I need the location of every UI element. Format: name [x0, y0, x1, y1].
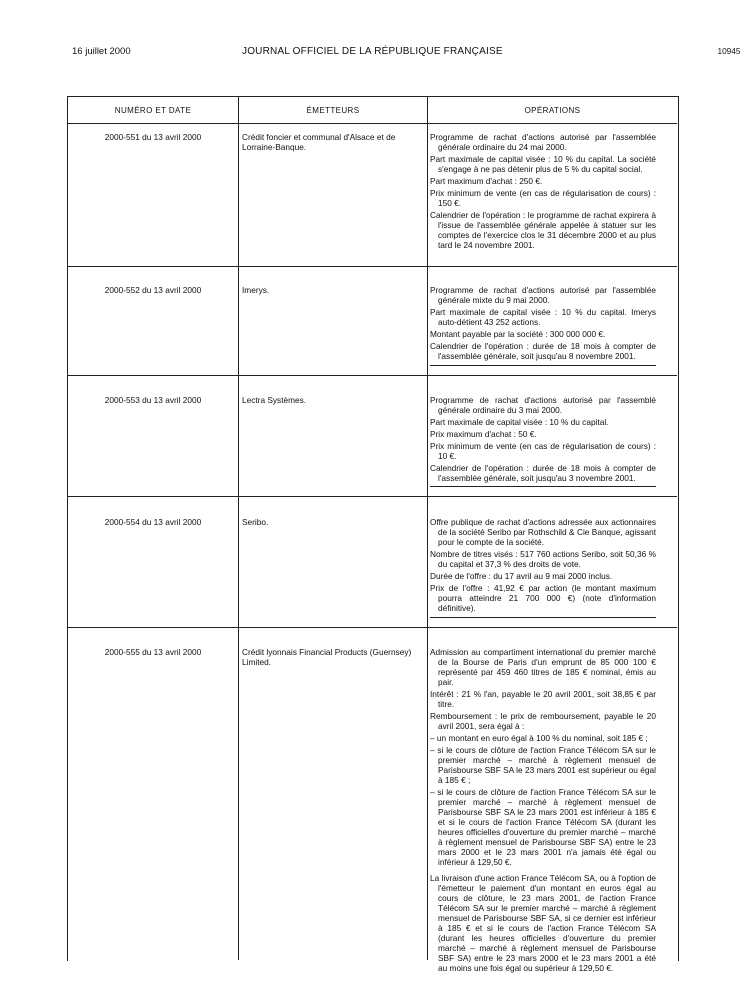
operation-paragraph: Montant payable par la société : 300 000 000 €.	[430, 329, 606, 339]
row-numero: 2000-551 du 13 avril 2000	[104, 132, 202, 142]
row-divider	[67, 496, 677, 497]
column-header-operations: OPÉRATIONS	[524, 105, 581, 115]
operation-paragraph: Offre publique de rachat d'actions adressée aux actionnaires de la société Seribo par Rothschild & Cie Banque, agissant pour le compte de la société.	[430, 517, 656, 547]
row-emetteur: Seribo.	[242, 517, 269, 527]
operation-paragraph: Intérêt : 21 % l'an, payable le 20 avril 2001, soit 38,85 € par titre.	[430, 689, 656, 709]
column-header-emetteurs: ÉMETTEURS	[306, 105, 360, 115]
row-emetteur: Lectra Systèmes.	[242, 395, 307, 405]
column-divider	[427, 96, 428, 960]
row-operations	[430, 285, 656, 363]
operation-paragraph: La livraison d'une action France Télécom SA, ou à l'option de l'émetteur le paiement d'un montant en euros égal au cours de clôture, le 23 mars 2001, de l'action France Télécom SA sur le premier marché – marché à règlement mensuel de Parisbourse SBF SA, si ce dernier est inférieur à 185 € et si le cours de l'action France Télécom SA (durant les heures officielles d'ouverture du premier marché – marché à règlement mensuel de Parisbourse SBF SA) entre le 23 mars 2000 et le 23 mars 2001 a été au moins une fois égal ou supérieur à 129,50 €.	[430, 873, 656, 973]
operation-paragraph: Programme de rachat d'actions autorisé par l'assemblée générale ordinaire du 24 mai 2000.	[430, 132, 656, 152]
row-divider	[67, 266, 677, 267]
operation-paragraph: Programme de rachat d'actions autorisé par l'assemblé générale ordinaire du 3 mai 2000.	[430, 395, 656, 415]
operation-paragraph: Part maximale de capital visée : 10 % du capital. La société s'engage à ne pas détenir plus de 5 % du capital social.	[430, 154, 656, 174]
operation-paragraph: – si le cours de clôture de l'action France Télécom SA sur le premier marché – marché à règlement mensuel de Parisbourse SBF SA le 23 mars 2001 est supérieur ou égal à 185 € ;	[430, 745, 656, 785]
operation-paragraph: Admission au compartiment international du premier marché de la Bourse de Paris d'un emprunt de 85 000 100 € représenté par 459 460 titres de 185 € nominal, émis au pair.	[430, 647, 656, 687]
row-operations	[430, 132, 656, 252]
row-numero: 2000-555 du 13 avril 2000	[104, 647, 202, 657]
operation-paragraph: Calendrier de l'opération : durée de 18 mois à compter de l'assemblée générale, soit jusqu'au 8 novembre 2001.	[430, 341, 656, 361]
row-emetteur: Crédit foncier et communal d'Alsace et de Lorraine-Banque.	[242, 132, 396, 152]
operation-paragraph: Prix de l'offre : 41,92 € par action (le montant maximum pourra atteindre 21 700 000 €) (note d'information définitive).	[430, 583, 656, 613]
operation-paragraph: Part maximum d'achat : 250 €.	[430, 176, 543, 186]
operation-paragraph: Prix minimum de vente (en cas de régularisation de cours) : 150 €.	[430, 188, 656, 208]
row-numero: 2000-554 du 13 avril 2000	[104, 517, 202, 527]
operation-paragraph: Prix minimum de vente (en cas de régularisation de cours) : 10 €.	[430, 441, 656, 461]
operation-paragraph: Nombre de titres visés : 517 760 actions Seribo, soit 50,36 % du capital et 37,3 % des droits de vote.	[430, 549, 656, 569]
header-date: 16 juillet 2000	[72, 46, 131, 57]
column-header-numero: NUMÉRO ET DATE	[114, 105, 192, 115]
operation-end-rule	[430, 617, 656, 618]
operation-paragraph: Durée de l'offre : du 17 avril au 9 mai 2000 inclus.	[430, 571, 613, 581]
operation-paragraph: Calendrier de l'opération : le programme de rachat expirera à l'issue de l'assemblée générale appelée à statuer sur les comptes de l'exercice clos le 31 décembre 2000 et au plus tard le 24 novembre 2001.	[430, 210, 656, 250]
header-divider	[67, 123, 677, 124]
column-divider	[238, 96, 239, 960]
row-divider	[67, 627, 677, 628]
row-operations	[430, 647, 656, 975]
row-numero: 2000-553 du 13 avril 2000	[104, 395, 202, 405]
row-operations	[430, 517, 656, 615]
operation-paragraph: – si le cours de clôture de l'action France Télécom SA sur le premier marché – marché à règlement mensuel de Parisbourse SBF SA le 23 mars 2001 est inférieur à 185 € et si le cours de l'action France Télécom SA (durant les heures officielles d'ouverture du premier marché – marché à règlement mensuel de Parisbourse SBF SA) entre le 23 mars 2000 et le 23 mars 2001 n'a jamais été égal ou inférieur à 129,50 €.	[430, 787, 656, 867]
operation-end-rule	[430, 486, 656, 487]
journal-title: JOURNAL OFFICIEL DE LA RÉPUBLIQUE FRANÇAISE	[242, 46, 503, 57]
operation-paragraph: Programme de rachat d'actions autorisé par l'assemblée générale mixte du 9 mai 2000.	[430, 285, 656, 305]
operation-end-rule	[430, 365, 656, 366]
row-emetteur: Crédit lyonnais Financial Products (Guernsey) Limited.	[242, 647, 412, 667]
operation-paragraph: Part maximale de capital visée : 10 % du capital. Imerys auto-détient 43 252 actions.	[430, 307, 656, 327]
page-number: 10945	[717, 46, 741, 56]
row-divider	[67, 375, 677, 376]
operation-paragraph: Remboursement : le prix de remboursement, payable le 20 avril 2001, sera égal à :	[430, 711, 656, 731]
row-operations	[430, 395, 656, 485]
row-numero: 2000-552 du 13 avril 2000	[104, 285, 202, 295]
operation-paragraph: – un montant en euro égal à 100 % du nominal, soit 185 € ;	[430, 733, 648, 743]
operation-paragraph: Prix maximum d'achat : 50 €.	[430, 429, 537, 439]
operation-paragraph: Part maximale de capital visée : 10 % du capital.	[430, 417, 609, 427]
row-emetteur: Imerys.	[242, 285, 270, 295]
operation-paragraph: Calendrier de l'opération : durée de 18 mois à compter de l'assemblée générale, soit jusqu'au 3 novembre 2001.	[430, 463, 656, 483]
